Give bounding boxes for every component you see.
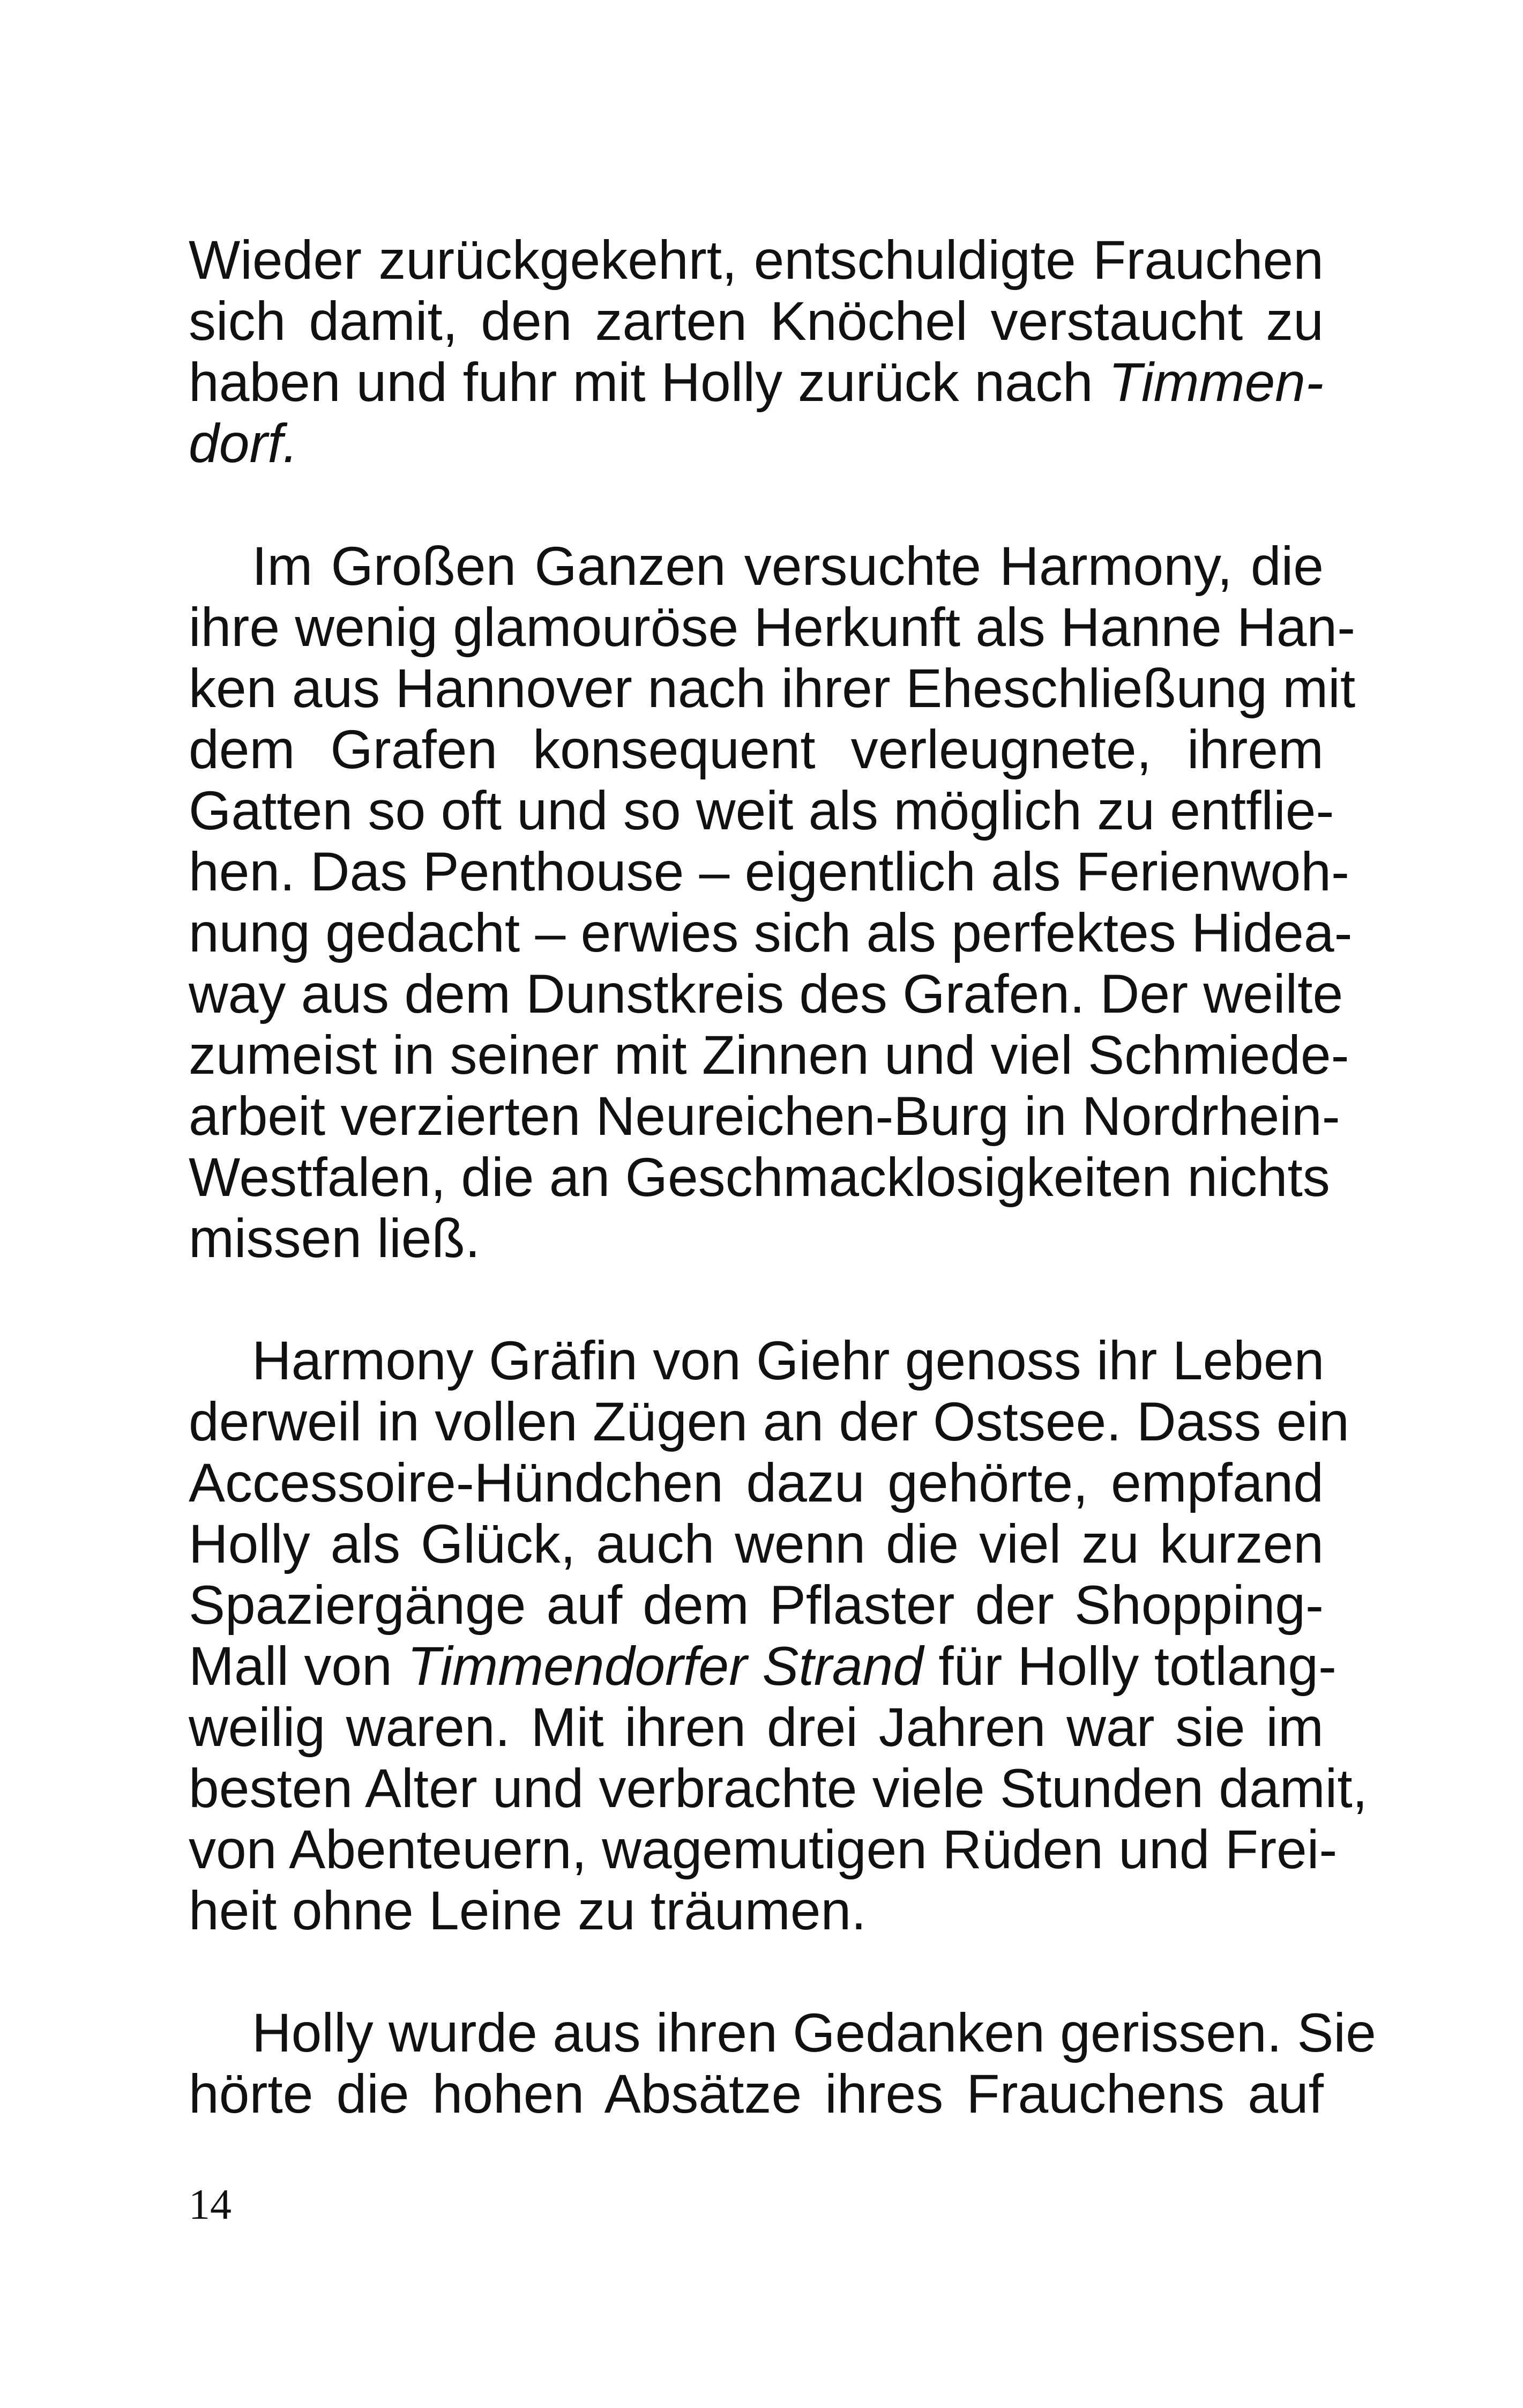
text-line: hörte die hohen Absätze ihres Frauchens auf [189,2063,1324,2124]
paragraph-2 [189,536,1356,1269]
text-fragment: für Holly totlang- [923,1636,1337,1697]
text-fragment: Mall von [189,1636,408,1697]
text-line: Wieder zurückgekehrt, entschuldigte Frauchen [189,229,1324,291]
text-line: arbeit verzierten Neureichen-Burg in Nordrhein- [189,1086,1340,1147]
text-line: besten Alter und verbrachte viele Stunden damit, [189,1758,1368,1819]
text-line [189,1636,1337,1697]
text-line: Harmony Gräfin von Giehr genoss ihr Leben [252,1330,1325,1391]
text-line: dem Grafen konsequent verleugnete, ihrem [189,719,1324,780]
text-line: heit ohne Leine zu träumen. [189,1880,867,1941]
text-fragment: haben und fuhr mit Holly zurück nach [189,352,1109,413]
text-line: Im Großen Ganzen versuchte Harmony, die [252,536,1324,597]
paragraph-3 [189,1330,1368,1941]
text-line: Holly wurde aus ihren Gedanken gerissen. Sie [252,2002,1376,2063]
text-line: hen. Das Penthouse – eigentlich als Ferienwoh- [189,841,1349,902]
paragraph-1 [189,229,1324,474]
body-text [189,229,1376,2124]
paragraph-4 [189,2002,1376,2124]
text-line: way aus dem Dunstkreis des Grafen. Der weilte [189,963,1343,1024]
text-line: Gatten so oft und so weit als möglich zu entflie- [189,780,1334,841]
text-line: ken aus Hannover nach ihrer Eheschließung mit [189,658,1356,719]
text-line: Westfalen, die an Geschmacklosigkeiten nichts [189,1147,1330,1208]
text-line: derweil in vollen Zügen an der Ostsee. Dass ein [189,1391,1349,1452]
italic-place-name: Timmendorfer Strand [407,1636,923,1697]
text-line: Spaziergänge auf dem Pflaster der Shopping- [189,1574,1324,1636]
text-line [189,352,1324,413]
text-line: ihre wenig glamouröse Herkunft als Hanne Han- [189,597,1356,658]
text-line: weilig waren. Mit ihren drei Jahren war sie im [189,1697,1324,1758]
text-line: missen ließ. [189,1208,481,1269]
text-line: zumeist in seiner mit Zinnen und viel Schmiede- [189,1024,1349,1086]
page-number: 14 [189,2181,232,2228]
text-line: nung gedacht – erwies sich als perfektes Hidea- [189,902,1353,963]
text-line: dorf. [189,413,298,474]
text-line: sich damit, den zarten Knöchel verstaucht zu [189,291,1324,352]
text-line: von Abenteuern, wagemutigen Rüden und Frei- [189,1819,1338,1880]
text-line: Accessoire-Hündchen dazu gehörte, empfand [189,1452,1324,1513]
text-line: Holly als Glück, auch wenn die viel zu kurzen [189,1513,1324,1574]
italic-place-name: Timmen- [1108,352,1324,413]
